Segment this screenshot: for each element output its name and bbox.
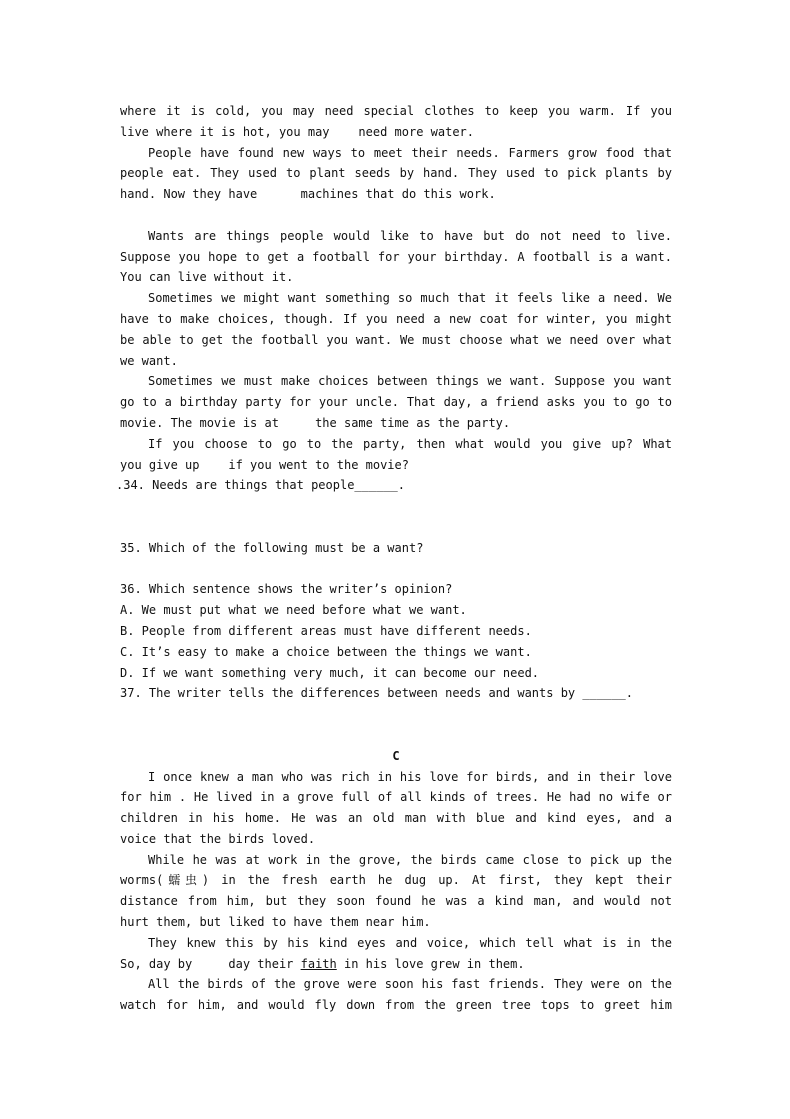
text-line: children in his home. He was an old man with blue and kind eyes, and a (120, 811, 672, 826)
section-c-label: C (392, 748, 400, 763)
text-line (120, 954, 672, 975)
paragraph-start: Sometimes we might want something so much that it feels like a need. We (148, 291, 672, 306)
option-d[interactable]: D. If we want something very much, it can become our need. (120, 665, 540, 680)
text-line: live where it is hot, you may need more water. (120, 124, 475, 139)
question-37-options-row-2 (120, 725, 672, 746)
text-line: for him . He lived in a grove full of all kinds of trees. He had no wife or (120, 790, 672, 805)
text-line: movie. The movie is at the same time as the party. (120, 415, 511, 430)
paragraph-start: If you choose to go to the party, then what would you give up? What (148, 436, 672, 451)
paragraph-start: All the birds of the grove were soon his fast friends. They were on the (148, 977, 672, 992)
underlined-word-faith: faith (300, 956, 337, 971)
text-line: voice that the birds loved. (120, 831, 316, 846)
text-line: go to a birthday party for your uncle. That day, a friend asks you to go to (120, 395, 672, 410)
text-line: watch for him, and would fly down from the green tree tops to greet him (120, 998, 672, 1013)
question-37-stem: 37. The writer tells the differences between needs and wants by ______. (120, 686, 633, 701)
text-line: distance from him, but they soon found he was a kind man, and would not (120, 894, 672, 909)
text-fragment: in his love grew in them. (343, 956, 525, 971)
paragraph-start: Sometimes we must make choices between things we want. Suppose you want (148, 374, 672, 389)
text-line: You can live without it. (120, 270, 294, 285)
text-line: where it is cold, you may need special clothes to keep you warm. If you (120, 104, 672, 118)
text-line: Suppose you hope to get a football for your birthday. A football is a want. (120, 249, 672, 264)
question-35-options (120, 559, 672, 580)
question-34-options-row-1 (120, 496, 672, 517)
text-line: worms(蠕虫) in the fresh earth he dug up. At first, they kept their (120, 873, 672, 888)
text-line: hurt them, but liked to have them near him. (120, 915, 431, 930)
question-36-stem: 36. Which sentence shows the writer’s opinion? (120, 582, 453, 597)
text-line: people eat. They used to plant seeds by hand. They used to pick plants by (120, 166, 672, 181)
paragraph-start: They knew this by his kind eyes and voice, which tell what is in the (148, 935, 672, 950)
text-fragment: So, day by day their (120, 956, 294, 971)
option-a[interactable]: A. We must put what we need before what we want. (120, 603, 467, 618)
paragraph-start: While he was at work in the grove, the birds came close to pick up the (148, 852, 672, 867)
document-page (116, 101, 672, 1016)
text-line: be able to get the football you want. We must choose what we need over what (120, 332, 672, 347)
paragraph-start: I once knew a man who was rich in his love for birds, and in their love (148, 769, 672, 784)
option-b[interactable]: B. People from different areas must have different needs. (120, 623, 532, 638)
question-34-stem: .34. Needs are things that people______. (116, 478, 405, 493)
question-34-options-row-2 (120, 517, 672, 538)
text-line: we want. (120, 353, 178, 368)
text-line: hand. Now they have machines that do this work. (120, 187, 496, 202)
option-c[interactable]: C. It’s easy to make a choice between the things we want. (120, 644, 532, 659)
paragraph-start: Wants are things people would like to have but do not need to live. (148, 228, 672, 243)
paragraph-start: People have found new ways to meet their needs. Farmers grow food that (148, 145, 672, 160)
text-line: have to make choices, though. If you need a new coat for winter, you might (120, 311, 672, 326)
question-37-options-row-1 (120, 704, 672, 725)
section-heading (120, 205, 672, 226)
text-line: you give up if you went to the movie? (120, 457, 409, 472)
question-35-stem: 35. Which of the following must be a want? (120, 540, 424, 555)
